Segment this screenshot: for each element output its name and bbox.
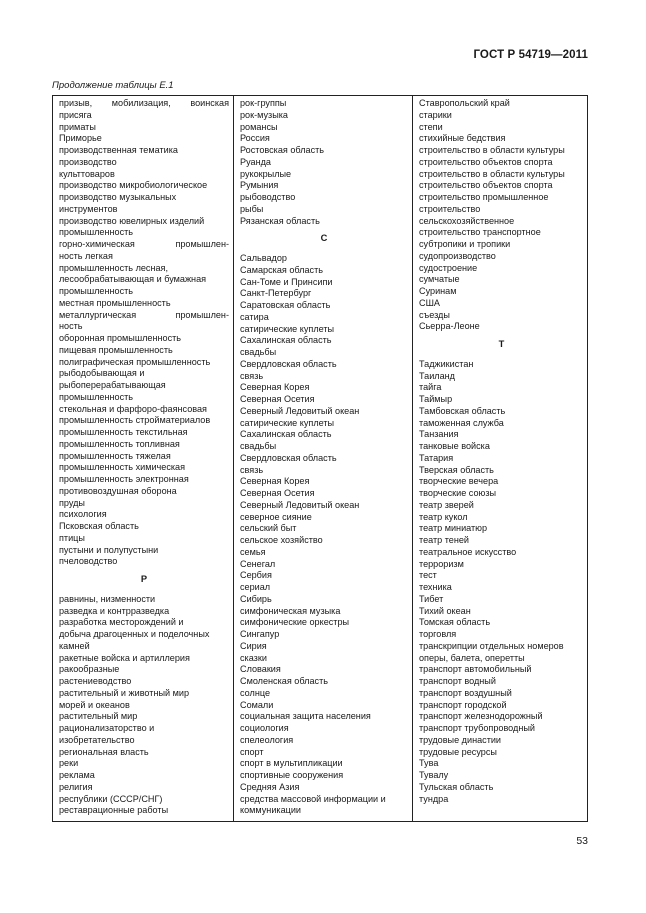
- index-entry: изобретательство: [59, 734, 135, 745]
- index-entry: промышленность: [59, 286, 134, 296]
- index-entry: Сальвадор: [240, 253, 287, 263]
- index-entry: США: [419, 297, 440, 308]
- table-caption: Продолжение таблицы Е.1: [52, 80, 174, 91]
- index-entry: симфоническая музыка: [240, 605, 341, 616]
- index-entry: Таиланд: [419, 370, 455, 381]
- index-entry: разработка месторождений и: [59, 617, 184, 628]
- index-entry: связь: [240, 464, 264, 475]
- index-entry: Тувалу: [419, 770, 449, 780]
- index-entry: производственная тематика: [59, 145, 178, 155]
- index-entry: спортивные сооружения: [240, 770, 344, 780]
- index-entry: театр кукол: [419, 511, 468, 522]
- index-entry: строительство транспортное: [419, 227, 541, 238]
- index-entry: коммуникации: [240, 805, 301, 816]
- index-entry: Тибет: [419, 593, 444, 604]
- index-entry: местная промышленность: [59, 297, 171, 308]
- index-entry: рыбоводство: [240, 192, 296, 202]
- index-entry: Рязанская область: [240, 215, 320, 226]
- index-entry: Сингапур: [240, 629, 280, 639]
- index-entry: оперы, балета, оперетты: [419, 652, 525, 663]
- index-entry: свадьбы: [240, 441, 277, 451]
- index-entry: Суринам: [419, 286, 457, 296]
- index-entry: транспорт трубопроводный: [419, 723, 535, 733]
- index-entry: Саратовская область: [240, 300, 331, 310]
- index-entry: сатирические куплеты: [240, 323, 335, 334]
- index-entry: творческие союзы: [419, 488, 497, 498]
- index-entry: республики (СССР/СНГ): [59, 793, 163, 804]
- index-entry: Сербия: [240, 570, 272, 581]
- index-entry: Словакия: [240, 664, 281, 675]
- index-entry: Свердловская область: [240, 452, 337, 463]
- index-entry: Сомали: [240, 699, 274, 710]
- index-entry: Северная Осетия: [240, 488, 315, 498]
- index-entry: связь: [240, 370, 264, 381]
- index-entry: призыв, мобилизация, воинская: [59, 98, 229, 108]
- index-entry: птицы: [59, 532, 85, 543]
- index-entry: строительство в области культуры: [419, 168, 565, 179]
- page-number: 53: [576, 835, 588, 847]
- index-entry: строительство объектов спорта: [419, 156, 553, 167]
- index-entry: Тамбовская область: [419, 405, 506, 416]
- index-entry: субтропики и тропики: [419, 239, 511, 249]
- index-entry: трудовые ресурсы: [419, 746, 497, 757]
- index-entry: судостроение: [419, 262, 478, 273]
- index-entry: транспорт воздушный: [419, 687, 512, 698]
- index-entry: судопроизводство: [419, 250, 496, 261]
- index-entry: пустыни и полупустыни: [59, 544, 159, 555]
- index-entry: Румыния: [240, 180, 279, 191]
- index-entry: реклама: [59, 770, 95, 780]
- index-entry: камней: [59, 640, 90, 651]
- index-entry: сельскохозяйственное: [419, 215, 515, 226]
- index-entry: старики: [419, 109, 452, 120]
- index-entry: пищевая промышленность: [59, 344, 173, 355]
- index-entry: сатира: [240, 311, 269, 322]
- index-entry: строительство объектов спорта: [419, 180, 553, 191]
- index-entry: промышленность топливная: [59, 438, 180, 449]
- index-entry: рыбоперерабатывающая: [59, 380, 166, 390]
- index-entry: тундра: [419, 793, 449, 804]
- document-code: ГОСТ Р 54719—2011: [473, 49, 588, 61]
- index-entry: рационализаторство и: [59, 723, 155, 733]
- index-entry: стихийные бедствия: [419, 133, 506, 144]
- index-entry: Санкт-Петербург: [240, 288, 312, 299]
- index-entry: Северная Осетия: [240, 394, 315, 404]
- index-entry: транспорт железнодорожный: [419, 711, 543, 722]
- index-entry: промышленность химическая: [59, 462, 186, 473]
- index-entry: религия: [59, 781, 93, 792]
- index-entry: Томская область: [419, 617, 491, 628]
- index-entry: приматы: [59, 121, 96, 132]
- index-entry: транспорт водный: [419, 676, 496, 686]
- index-entry: социальная защита населения: [240, 711, 371, 722]
- index-entry: равнины, низменности: [59, 593, 156, 604]
- index-entry: ность: [59, 321, 83, 332]
- index-entry: северное сияние: [240, 511, 312, 522]
- index-entry: транспорт автомобильный: [419, 664, 532, 675]
- index-entry: театр зверей: [419, 499, 474, 510]
- index-entry: ракетные войска и артиллерия: [59, 652, 190, 663]
- index-entry: Тува: [419, 758, 439, 769]
- index-entry: промышленность тяжелая: [59, 450, 171, 461]
- index-entry: психология: [59, 509, 107, 520]
- index-entry: промышленность: [59, 391, 134, 402]
- index-entry: металлургическая промышлен-: [59, 309, 229, 320]
- index-entry: Сан-Томе и Принсипи: [240, 276, 333, 287]
- index-entry: Приморье: [59, 133, 102, 144]
- index-entry: средства массовой информации и: [240, 793, 386, 804]
- index-entry: лесообрабатывающая и бумажная: [59, 274, 207, 285]
- index-entry: Тверская область: [419, 464, 494, 475]
- index-entry: присяга: [59, 109, 92, 120]
- table-column-3: [413, 96, 588, 821]
- index-entry: сказки: [240, 652, 267, 663]
- index-entry: рок-группы: [240, 98, 287, 108]
- index-entry: противовоздушная оборона: [59, 485, 177, 496]
- index-entry: семья: [240, 546, 266, 557]
- index-entry: морей и океанов: [59, 699, 130, 710]
- table-column-1: [53, 96, 234, 821]
- index-entry: транспорт городской: [419, 699, 507, 710]
- index-entry: производство: [59, 156, 117, 167]
- index-entry: культтоваров: [59, 168, 115, 179]
- index-entry: Северная Корея: [240, 382, 310, 393]
- index-entry: сумчатые: [419, 274, 460, 285]
- index-entry: ракообразные: [59, 664, 120, 675]
- index-entry: таможенная служба: [419, 417, 504, 428]
- index-entry: сатирические куплеты: [240, 417, 335, 428]
- index-entry: промышленность электронная: [59, 474, 189, 484]
- index-entry: стекольная и фарфоро-фаянсовая: [59, 403, 207, 414]
- index-entry: тайга: [419, 382, 442, 393]
- index-entry: степи: [419, 121, 443, 132]
- section-letter-heading: С: [320, 233, 328, 244]
- index-entry: Сахалинская область: [240, 335, 332, 346]
- index-entry: региональная власть: [59, 746, 149, 757]
- index-entry: трудовые династии: [419, 734, 502, 745]
- index-entry: промышленность стройматериалов: [59, 415, 211, 426]
- index-entry: рок-музыка: [240, 109, 288, 120]
- index-entry: сельское хозяйство: [240, 535, 323, 545]
- index-entry: ность легкая: [59, 250, 113, 261]
- index-entry: Северный Ледовитый океан: [240, 405, 360, 416]
- index-entry: Псковская область: [59, 521, 139, 531]
- index-entry: производство ювелирных изделий: [59, 215, 205, 226]
- index-entry: реставрационные работы: [59, 805, 169, 816]
- table-column-2: [234, 96, 413, 821]
- index-entry: оборонная промышленность: [59, 333, 182, 343]
- index-entry: строительство промышленное: [419, 192, 549, 202]
- index-entry: Ростовская область: [240, 145, 325, 155]
- index-entry: реки: [59, 758, 79, 769]
- index-entry: производство музыкальных: [59, 192, 177, 202]
- index-entry: Северная Корея: [240, 476, 310, 487]
- index-entry: Тульская область: [419, 781, 494, 792]
- index-entry: тест: [419, 570, 437, 581]
- index-entry: Смоленская область: [240, 676, 328, 686]
- section-letter-heading: Р: [140, 574, 148, 584]
- index-entry: танковые войска: [419, 441, 490, 451]
- index-entry: творческие вечера: [419, 476, 499, 487]
- index-entry: Таджикистан: [419, 358, 474, 369]
- index-entry: строительство в области культуры: [419, 145, 565, 155]
- index-entry: Сьерра-Леоне: [419, 321, 480, 332]
- index-entry: Россия: [240, 133, 270, 144]
- index-entry: пчеловодство: [59, 556, 118, 567]
- index-entry: Средняя Азия: [240, 781, 300, 792]
- index-entry: пруды: [59, 497, 85, 508]
- index-entry: Ставропольский край: [419, 98, 510, 108]
- index-entry: солнце: [240, 687, 270, 698]
- index-entry: сериал: [240, 582, 271, 592]
- subject-index-table: [52, 95, 588, 822]
- section-letter-heading: Т: [498, 339, 505, 349]
- index-entry: спелеология: [240, 734, 294, 745]
- index-entry: промышленность текстильная: [59, 427, 188, 437]
- index-entry: Северный Ледовитый океан: [240, 499, 360, 510]
- index-entry: театр теней: [419, 535, 470, 545]
- index-entry: съезды: [419, 309, 450, 320]
- index-entry: Таймыр: [419, 394, 453, 404]
- index-entry: рыбодобывающая и: [59, 368, 145, 379]
- index-entry: растительный и животный мир: [59, 687, 190, 698]
- index-entry: терроризм: [419, 558, 464, 569]
- index-entry: театральное искусство: [419, 546, 517, 557]
- index-entry: растениеводство: [59, 676, 132, 686]
- index-entry: театр миниатюр: [419, 523, 488, 534]
- index-entry: романсы: [240, 121, 278, 132]
- index-entry: добыча драгоценных и поделочных: [59, 629, 210, 639]
- index-entry: Сибирь: [240, 593, 272, 604]
- index-entry: разведка и контрразведка: [59, 605, 170, 616]
- index-entry: Танзания: [419, 429, 459, 440]
- index-entry: Сирия: [240, 640, 267, 651]
- index-entry: рукокрылые: [240, 168, 292, 179]
- index-entry: Руанда: [240, 156, 271, 167]
- index-entry: горно-химическая промышлен-: [59, 239, 229, 249]
- index-entry: свадьбы: [240, 347, 277, 357]
- index-entry: Самарская область: [240, 264, 323, 275]
- index-entry: строительство: [419, 203, 481, 214]
- index-entry: промышленность: [59, 227, 134, 238]
- index-entry: торговля: [419, 629, 457, 639]
- index-entry: Татария: [419, 452, 454, 463]
- index-entry: Сахалинская область: [240, 429, 332, 440]
- index-entry: растительный мир: [59, 711, 138, 722]
- index-entry: промышленность лесная,: [59, 262, 169, 273]
- index-entry: спорт в мультипликации: [240, 758, 343, 769]
- index-entry: социология: [240, 723, 289, 733]
- index-entry: Тихий океан: [419, 605, 471, 616]
- index-entry: полиграфическая промышленность: [59, 356, 211, 367]
- index-entry: симфонические оркестры: [240, 617, 350, 628]
- index-entry: спорт: [240, 746, 264, 757]
- index-entry: сельский быт: [240, 523, 297, 534]
- index-entry: техника: [419, 582, 452, 592]
- index-entry: Сенегал: [240, 558, 276, 569]
- index-entry: производство микробиологическое: [59, 180, 208, 191]
- index-entry: Свердловская область: [240, 358, 337, 369]
- index-entry: инструментов: [59, 203, 118, 214]
- index-entry: рыбы: [240, 203, 264, 214]
- index-entry: транскрипции отдельных номеров: [419, 640, 564, 651]
